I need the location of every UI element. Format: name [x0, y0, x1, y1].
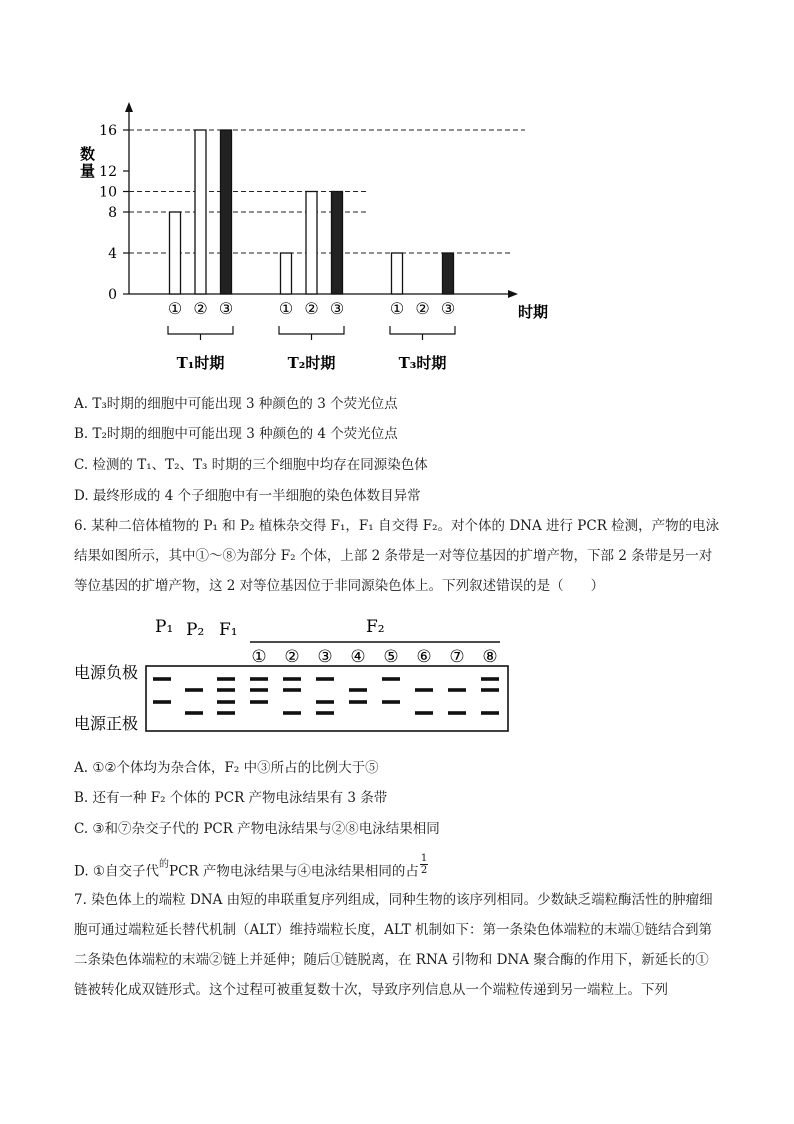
bar-marker: ③: [329, 299, 345, 318]
gel-band: [217, 711, 235, 715]
gel-band: [448, 688, 466, 692]
bar-marker: ①: [278, 299, 294, 318]
bar-marker: ②: [304, 299, 319, 318]
bar-③-1: [332, 192, 343, 295]
lane-label: ③: [317, 647, 333, 667]
gel-band: [153, 677, 171, 681]
gel-band: [481, 711, 499, 715]
y-axis-arrow: [125, 102, 133, 112]
gel-band: [382, 677, 400, 681]
gel-band: [283, 688, 301, 692]
group-label: T₂时期: [287, 354, 336, 372]
gel-band: [153, 700, 171, 704]
gel-band: [349, 688, 367, 692]
bar-marker: ②: [193, 299, 208, 318]
gel-label-f1: F₁: [219, 620, 238, 640]
q5-option-a: A. T₃时期的细胞中可能出现 3 种颜色的 3 个荧光位点: [74, 396, 398, 412]
q6-option-b: B. 还有一种 F₂ 个体的 PCR 产物电泳结果有 3 条带: [74, 790, 388, 806]
gel-band: [316, 700, 334, 704]
bar-marker: ③: [218, 299, 234, 318]
y-tick-label: 10: [99, 184, 117, 201]
negative-pole-label: 电源负极: [74, 663, 139, 682]
gel-band: [283, 677, 301, 681]
gel-band: [481, 688, 499, 692]
y-tick-label: 12: [99, 164, 117, 180]
lane-label: ①: [251, 647, 267, 667]
x-axis-arrow: [508, 290, 518, 298]
gel-band: [448, 711, 466, 715]
x-axis-label: 时期: [518, 303, 549, 321]
bar-②-0: [195, 130, 206, 294]
gel-band: [250, 700, 268, 704]
lane-label: ⑦: [449, 647, 465, 667]
lane-label: ⑥: [416, 647, 432, 667]
q6-option-c: C. ③和⑦杂交子代的 PCR 产物电泳结果与②⑧电泳结果相同: [74, 821, 440, 837]
fraction-denominator: 2: [420, 864, 428, 876]
gel-band: [185, 711, 203, 715]
q5-option-d: D. 最终形成的 4 个子细胞中有一半细胞的染色体数目异常: [74, 488, 421, 504]
lane-label: ④: [350, 647, 366, 667]
q6-stem: 6. 某种二倍体植物的 P₁ 和 P₂ 植株杂交得 F₁，F₁ 自交得 F₂。对个体的 DNA 进行 PCR 检测，产物的电泳结果如图所示，其中①～⑧为部分 F₂ 个体，上部 2 条带是一对等位基因的扩增产物，下部 2 条带是另一对等位基因的扩增产物，这 2 对等位基因位于非同源染色体上。下列叙述错误的是（ ）: [74, 518, 720, 594]
fraction: [420, 853, 428, 876]
gel-band: [217, 688, 235, 692]
bar-marker: ②: [415, 299, 430, 318]
gel-band: [217, 700, 235, 704]
gel-label-f2: F₂: [366, 617, 385, 637]
gel-band: [481, 677, 499, 681]
gel-frame: [146, 666, 508, 731]
gel-label-p1: P₁: [155, 617, 174, 637]
bar-marker: ③: [440, 299, 456, 318]
q5-option-c: C. 检测的 T₁、T₂、T₃ 时期的三个细胞中均存在同源染色体: [74, 457, 428, 473]
gel-band: [316, 677, 334, 681]
gel-band: [185, 688, 203, 692]
gel-band: [283, 711, 301, 715]
bar-chart: [0, 0, 794, 380]
gel-band: [415, 688, 433, 692]
gel-band: [382, 700, 400, 704]
group-label: T₁时期: [176, 354, 225, 372]
gel-band: [217, 677, 235, 681]
y-tick-label: 16: [99, 123, 117, 139]
bar-marker: ①: [389, 299, 405, 318]
q6-option-d: [74, 852, 428, 884]
gel-label-p2: P₂: [186, 620, 205, 640]
gel-band: [415, 711, 433, 715]
group-bracket: [279, 326, 344, 334]
q6-option-d-sup: 的: [159, 859, 170, 870]
lane-label: ⑤: [383, 647, 399, 667]
gel-band: [316, 711, 334, 715]
bar-③-0: [221, 130, 232, 294]
q5-option-b: B. T₂时期的细胞中可能出现 3 种颜色的 4 个荧光位点: [74, 426, 398, 442]
q7-text: 7. 染色体上的端粒 DNA 由短的串联重复序列组成，同种生物的该序列相同。少数缺乏端粒酶活性的肿瘤细胞可通过端粒延长替代机制（ALT）维持端粒长度，ALT 机制如下：第一条染色体端粒的末端①链结合到第二条染色体端粒的末端②链上并延伸；随后①链脱离，在 RNA 引物和 DNA 聚合酶的作用下，新延长的①链被转化成双链形式。这个过程可被重复数十次，导致序列信息从一个端粒传递到另一端粒上。下列: [74, 892, 713, 998]
lane-label: ⑧: [482, 647, 498, 667]
bar-②-1: [306, 192, 317, 295]
gel-band: [250, 688, 268, 692]
bar-marker: ①: [167, 299, 183, 318]
bar-③-2: [443, 253, 454, 294]
lane-label: ②: [284, 647, 300, 667]
gel-band: [349, 700, 367, 704]
y-tick-label: 0: [108, 287, 117, 303]
group-bracket: [168, 326, 233, 334]
fraction-numerator: 1: [420, 852, 428, 864]
y-tick-label: 8: [108, 205, 117, 221]
q6-option-d-part1: D. ①自交子代: [74, 863, 160, 880]
y-tick-label: 4: [108, 246, 117, 262]
bar-①-0: [170, 212, 181, 294]
bar-①-2: [392, 253, 403, 294]
bar-①-1: [281, 253, 292, 294]
gel-diagram: [0, 604, 794, 744]
q6-option-d-part2: PCR 产物电泳结果与④电泳结果相同的占: [169, 863, 419, 880]
positive-pole-label: 电源正极: [74, 714, 139, 733]
q6-option-a: A. ①②个体均为杂合体，F₂ 中③所占的比例大于⑤: [74, 760, 379, 776]
group-label: T₃时期: [398, 354, 447, 372]
y-axis-label: 数量: [78, 146, 96, 180]
group-bracket: [390, 326, 455, 334]
gel-band: [250, 677, 268, 681]
